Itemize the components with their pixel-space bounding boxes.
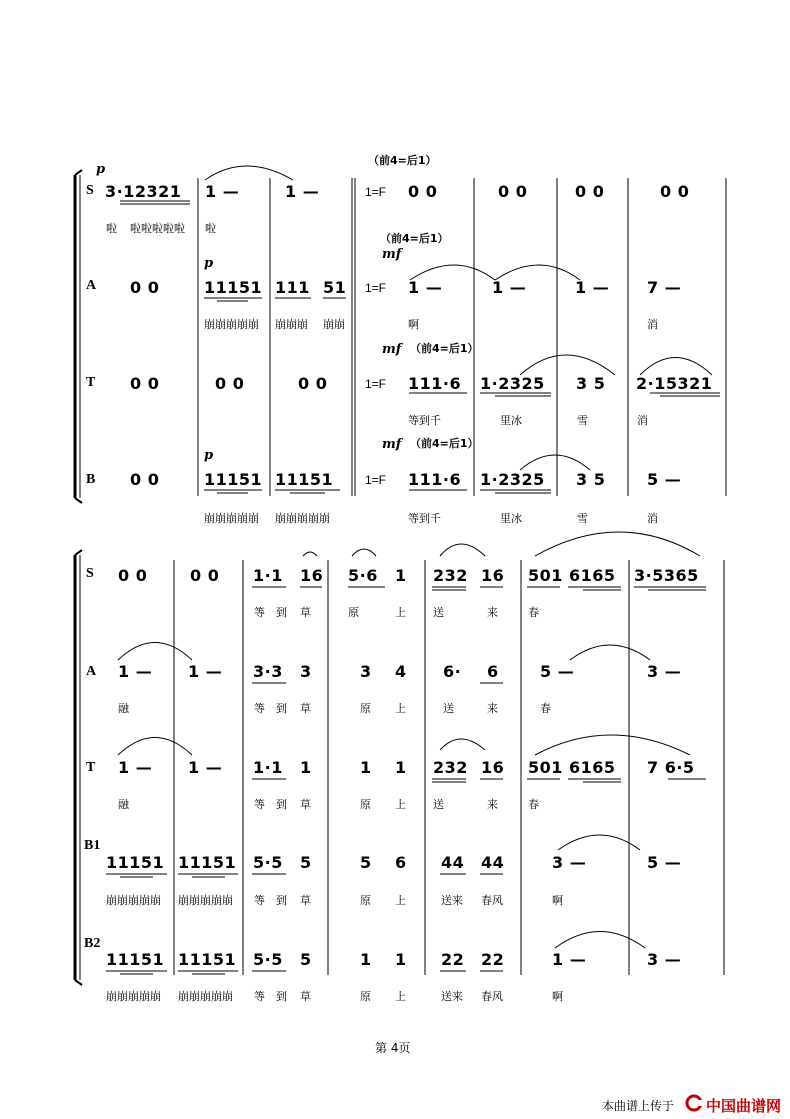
lyric: 崩崩崩崩崩 xyxy=(106,894,161,907)
note-group: 1 — xyxy=(188,758,223,777)
note-group: 11151 xyxy=(275,470,334,489)
note-group: 0 0 xyxy=(130,374,160,393)
lyric: 上 xyxy=(395,606,406,619)
note-group: 0 0 xyxy=(660,182,690,201)
voice-label-tenor: T xyxy=(86,375,96,390)
note-group: 3·12321 xyxy=(105,182,182,201)
lyric: 送 xyxy=(443,702,454,715)
note-group: 1 — xyxy=(188,662,223,681)
lyric: 春风 xyxy=(481,990,503,1003)
lyric: 到 xyxy=(276,702,287,715)
lyric: 崩崩 xyxy=(323,318,345,331)
note-group: 5 xyxy=(300,853,312,872)
lyric: 等 xyxy=(254,894,265,907)
modulation-mark: （前4=后1） xyxy=(380,232,449,245)
note-group: 16 xyxy=(481,566,505,585)
note-group: 1·2325 xyxy=(480,470,545,489)
note-group: 11151 xyxy=(204,470,263,489)
note-group: 1 — xyxy=(118,662,153,681)
note-group: 16 xyxy=(481,758,505,777)
note-group: 501 xyxy=(528,758,563,777)
note-group: 44 xyxy=(441,853,465,872)
note-group: 6 xyxy=(487,662,499,681)
lyric: 上 xyxy=(395,990,406,1003)
dynamic-p: p xyxy=(204,448,214,463)
lyric: 送 xyxy=(433,798,444,811)
note-group: 1 — xyxy=(118,758,153,777)
note-group: 3·3 xyxy=(253,662,283,681)
lyric: 啦 xyxy=(106,222,117,235)
note-group: 0 0 xyxy=(498,182,528,201)
lyric: 来 xyxy=(487,702,498,715)
note-group: 1·1 xyxy=(253,566,283,585)
dynamic-p: p xyxy=(204,256,214,271)
dynamic-mf: mf xyxy=(382,247,402,262)
lyric: 崩崩崩崩崩 xyxy=(275,512,330,525)
voice-label-tenor: T xyxy=(86,760,96,775)
lyric: 啦啦啦啦啦 xyxy=(130,222,185,235)
upload-note: 本曲谱上传于 xyxy=(602,1099,675,1113)
lyric: 融 xyxy=(118,798,129,811)
note-group: 11151 xyxy=(178,950,237,969)
lyric: 草 xyxy=(300,606,311,619)
lyric: 等 xyxy=(254,702,265,715)
lyric: 上 xyxy=(395,894,406,907)
lyric: 送来 xyxy=(441,894,463,907)
note-group: 16 xyxy=(300,566,324,585)
lyric: 到 xyxy=(276,606,287,619)
note-group: 3 — xyxy=(647,662,682,681)
dynamic-mf: mf xyxy=(382,437,402,452)
modulation-mark: （前4=后1） xyxy=(410,437,479,450)
lyric: 崩崩崩崩崩 xyxy=(204,512,259,525)
lyric: 草 xyxy=(300,798,311,811)
note-group: 0 0 xyxy=(408,182,438,201)
lyric: 崩崩崩崩崩 xyxy=(204,318,259,331)
lyric: 春 xyxy=(528,798,539,811)
note-group: 232 xyxy=(433,566,468,585)
note-group: 22 xyxy=(441,950,465,969)
dynamic-mf: mf xyxy=(382,342,402,357)
note-group: 6165 xyxy=(569,566,616,585)
lyric: 融 xyxy=(118,702,129,715)
lyric: 春 xyxy=(540,702,551,715)
note-group: 2·15321 xyxy=(636,374,713,393)
note-group: 0 0 xyxy=(190,566,220,585)
note-group: 11151 xyxy=(106,950,165,969)
key-signature: 1=F xyxy=(365,281,387,295)
note-group: 11151 xyxy=(204,278,263,297)
lyric: 啊 xyxy=(552,894,563,907)
note-group: 111·6 xyxy=(408,374,462,393)
page-number: 第 4页 xyxy=(375,1041,411,1055)
note-group: 3 — xyxy=(552,853,587,872)
lyric: 原 xyxy=(360,894,371,907)
note-group: 1 — xyxy=(575,278,610,297)
note-group: 5 — xyxy=(647,470,682,489)
note-group: 3 — xyxy=(647,950,682,969)
lyric: 消 xyxy=(647,512,658,525)
lyric: 春风 xyxy=(481,894,503,907)
lyric: 送 xyxy=(433,606,444,619)
note-group: 501 xyxy=(528,566,563,585)
note-group: 1 xyxy=(360,758,372,777)
lyric: 草 xyxy=(300,702,311,715)
note-group: 111·6 xyxy=(408,470,462,489)
lyric: 啊 xyxy=(408,318,419,331)
note-group: 1·2325 xyxy=(480,374,545,393)
key-signature: 1=F xyxy=(365,473,387,487)
note-group: 5 — xyxy=(647,853,682,872)
note-group: 3·5365 xyxy=(634,566,699,585)
note-group: 5·6 xyxy=(348,566,378,585)
lyric: 啦 xyxy=(205,222,216,235)
lyric: 崩崩崩崩崩 xyxy=(178,990,233,1003)
lyric: 崩崩崩崩崩 xyxy=(106,990,161,1003)
lyric: 原 xyxy=(360,990,371,1003)
lyric: 等 xyxy=(254,606,265,619)
note-group: 1 — xyxy=(285,182,320,201)
modulation-mark: （前4=后1） xyxy=(368,154,437,167)
note-group: 232 xyxy=(433,758,468,777)
note-group: 3 5 xyxy=(576,374,606,393)
lyric: 原 xyxy=(360,702,371,715)
note-group: 1 xyxy=(300,758,312,777)
lyric: 啊 xyxy=(552,990,563,1003)
lyric: 到 xyxy=(276,894,287,907)
note-group: 0 0 xyxy=(130,278,160,297)
voice-label-alto: A xyxy=(86,278,97,293)
note-group: 5 xyxy=(300,950,312,969)
lyric: 上 xyxy=(395,702,406,715)
lyric: 等 xyxy=(254,990,265,1003)
note-group: 5·5 xyxy=(253,853,283,872)
note-group: 0 0 xyxy=(118,566,148,585)
lyric: 到 xyxy=(276,990,287,1003)
note-group: 7 — xyxy=(647,278,682,297)
lyric: 消 xyxy=(637,414,648,427)
note-group: 1 xyxy=(360,950,372,969)
note-group: 0 0 xyxy=(130,470,160,489)
note-group: 1 — xyxy=(205,182,240,201)
lyric: 原 xyxy=(348,606,359,619)
lyric: 雪 xyxy=(577,414,588,427)
voice-label-bass: B xyxy=(86,472,96,487)
note-group: 4 xyxy=(395,662,407,681)
voice-label-bass2: B2 xyxy=(84,936,101,951)
lyric: 来 xyxy=(487,798,498,811)
note-group: 22 xyxy=(481,950,505,969)
lyric: 等到千 xyxy=(408,512,441,525)
voice-label-alto: A xyxy=(86,664,97,679)
voice-label-soprano: S xyxy=(86,566,94,581)
lyric: 里冰 xyxy=(500,414,522,427)
modulation-mark: （前4=后1） xyxy=(410,342,479,355)
lyric: 原 xyxy=(360,798,371,811)
note-group: 44 xyxy=(481,853,505,872)
note-group: 51 xyxy=(323,278,347,297)
site-name[interactable]: 中国曲谱网 xyxy=(706,1097,782,1115)
key-signature: 1=F xyxy=(365,377,387,391)
note-group: 6165 xyxy=(569,758,616,777)
lyric: 到 xyxy=(276,798,287,811)
note-group: 3 xyxy=(360,662,372,681)
note-group: 6 xyxy=(395,853,407,872)
note-group: 0 0 xyxy=(575,182,605,201)
note-group: 1 — xyxy=(408,278,443,297)
note-group: 1·1 xyxy=(253,758,283,777)
lyric: 里冰 xyxy=(500,512,522,525)
lyric: 等 xyxy=(254,798,265,811)
lyric: 春 xyxy=(528,606,539,619)
note-group: 3 xyxy=(300,662,312,681)
note-group: 7 6·5 xyxy=(647,758,695,777)
note-group: 5·5 xyxy=(253,950,283,969)
lyric: 雪 xyxy=(577,512,588,525)
note-group: 1 — xyxy=(552,950,587,969)
note-group: 11151 xyxy=(106,853,165,872)
dynamic-p: p xyxy=(96,162,106,177)
lyric: 等到千 xyxy=(408,414,441,427)
note-group: 0 0 xyxy=(215,374,245,393)
note-group: 11151 xyxy=(178,853,237,872)
note-group: 1 xyxy=(395,566,407,585)
note-group: 1 xyxy=(395,758,407,777)
note-group: 1 — xyxy=(492,278,527,297)
site-logo-icon xyxy=(684,1094,704,1112)
note-group: 6· xyxy=(443,662,462,681)
note-group: 111 xyxy=(275,278,310,297)
note-group: 5 xyxy=(360,853,372,872)
note-group: 5 — xyxy=(540,662,575,681)
voice-label-bass1: B1 xyxy=(84,838,101,853)
lyric: 上 xyxy=(395,798,406,811)
key-signature: 1=F xyxy=(365,185,387,199)
lyric: 消 xyxy=(647,318,658,331)
lyric: 送来 xyxy=(441,990,463,1003)
voice-label-soprano: S xyxy=(86,183,94,198)
note-group: 0 0 xyxy=(298,374,328,393)
note-group: 3 5 xyxy=(576,470,606,489)
lyric: 草 xyxy=(300,894,311,907)
lyric: 崩崩崩崩崩 xyxy=(178,894,233,907)
note-group: 1 xyxy=(395,950,407,969)
lyric: 崩崩崩 xyxy=(275,318,308,331)
lyric: 草 xyxy=(300,990,311,1003)
lyric: 来 xyxy=(487,606,498,619)
